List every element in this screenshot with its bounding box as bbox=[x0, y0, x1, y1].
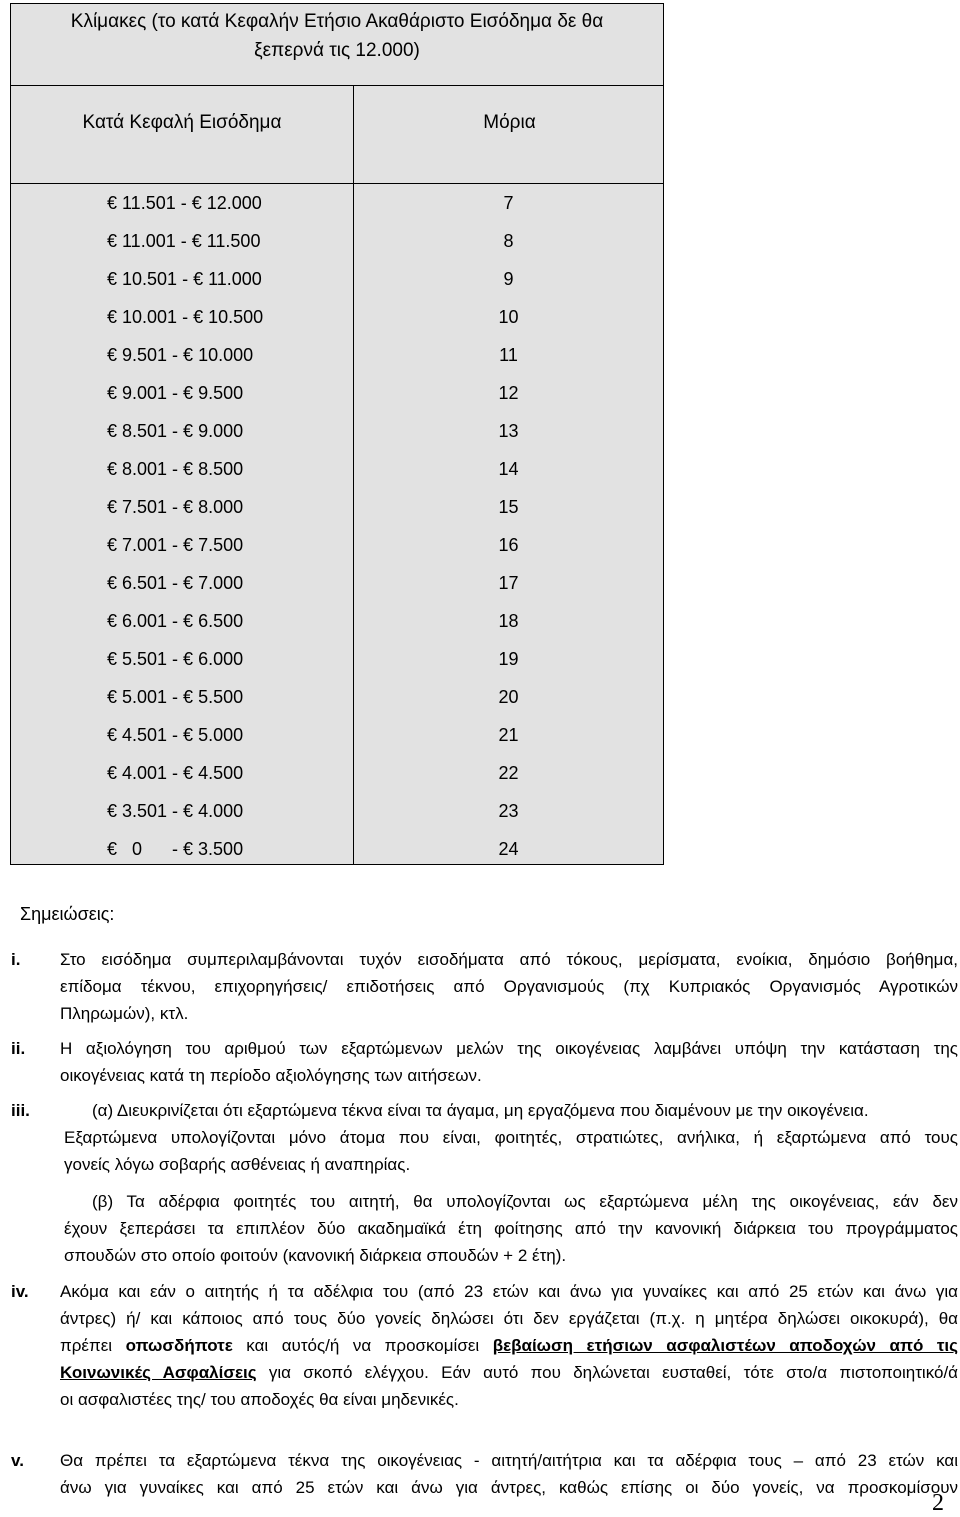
income-scale-table bbox=[10, 3, 664, 865]
note-4-text-part: για σκοπό ελέγχου. Εάν αυτό που δηλώνεται ευσταθεί, τότε στο/α πιστοποιητικό/ά bbox=[256, 1363, 958, 1382]
note-1-line: επίδομα τέκνου, επιχορηγήσεις/ επιδοτήσεις από Οργανισμούς (πχ Κυπριακός Οργανισμός Αγροτικών bbox=[60, 977, 958, 996]
note-3b-line: έχουν ξεπεράσει τα επιπλέον δύο ακαδημαϊκά έτη φοίτησης από την κανονική διάρκεια του προγράμματος bbox=[64, 1219, 958, 1238]
table-row bbox=[11, 526, 663, 564]
table-row bbox=[11, 716, 663, 754]
note-1-line: Πληρωμών), κτλ. bbox=[60, 1004, 189, 1023]
points-value: 12 bbox=[498, 383, 519, 403]
column-header-points: Μόρια bbox=[483, 112, 536, 133]
note-4-line: οι ασφαλιστέες της/ του αποδοχές θα είναι μηδενικές. bbox=[60, 1390, 459, 1409]
note-4-line bbox=[60, 1359, 958, 1386]
note-4-number: iv. bbox=[11, 1282, 29, 1301]
income-range: € 5.501 - € 6.000 bbox=[107, 649, 244, 669]
points-value: 23 bbox=[498, 801, 519, 821]
page-number: 2 bbox=[932, 1490, 944, 1516]
note-1-number: i. bbox=[11, 950, 21, 969]
table-header bbox=[11, 86, 663, 184]
table-row bbox=[11, 678, 663, 716]
table-row bbox=[11, 564, 663, 602]
note-3b-line: σπουδών στο οποίο φοιτούν (κανονική διάρκεια σπουδών + 2 έτη). bbox=[64, 1246, 567, 1265]
income-range: € 8.501 - € 9.000 bbox=[107, 421, 244, 441]
points-value: 11 bbox=[499, 345, 518, 365]
income-range: € 11.001 - € 11.500 bbox=[107, 231, 261, 251]
points-value: 22 bbox=[498, 763, 519, 783]
notes-heading: Σημειώσεις: bbox=[20, 904, 115, 924]
note-4-text-part: πρέπει bbox=[60, 1336, 126, 1355]
note-2-number: ii. bbox=[11, 1039, 26, 1058]
table-row bbox=[11, 754, 663, 792]
table-body bbox=[11, 184, 663, 864]
table-row bbox=[11, 412, 663, 450]
income-range: € 3.501 - € 4.000 bbox=[107, 801, 244, 821]
note-1-text bbox=[60, 946, 958, 1027]
income-range: € 6.501 - € 7.000 bbox=[107, 573, 244, 593]
note-4-emphasis-social-insurance: Κοινωνικές Ασφαλίσεις bbox=[60, 1363, 257, 1382]
points-value: 18 bbox=[498, 611, 519, 631]
note-2-text bbox=[60, 1035, 958, 1089]
income-range: € 0 - € 3.500 bbox=[107, 839, 244, 859]
note-2-line: οικογένειας κατά τη περίοδο αξιολόγησης των αιτήσεων. bbox=[60, 1066, 482, 1085]
income-range: € 8.001 - € 8.500 bbox=[107, 459, 244, 479]
table-row bbox=[11, 640, 663, 678]
table-row bbox=[11, 222, 663, 260]
income-range: € 4.501 - € 5.000 bbox=[107, 725, 244, 745]
note-3a-line: Εξαρτώμενα υπολογίζονται μόνο άτομα που είναι, φοιτητές, στρατιώτες, ανήλικα, ή εξαρτώμενα από τους bbox=[64, 1128, 958, 1147]
table-row bbox=[11, 260, 663, 298]
table-row bbox=[11, 450, 663, 488]
note-3-number: iii. bbox=[11, 1101, 30, 1120]
note-1-line: Στο εισόδημα συμπεριλαμβάνονται τυχόν εισοδήματα από τόκους, μερίσματα, ενοίκια, δημόσιο βοήθημα, bbox=[60, 950, 958, 969]
points-value: 8 bbox=[503, 231, 514, 251]
income-range: € 9.001 - € 9.500 bbox=[107, 383, 244, 403]
table-row bbox=[11, 298, 663, 336]
table-row bbox=[11, 184, 663, 222]
note-5-number: v. bbox=[11, 1451, 24, 1470]
table-title-line2: ξεπερνά τις 12.000) bbox=[254, 40, 420, 61]
income-range: € 10.501 - € 11.000 bbox=[107, 269, 262, 289]
points-value: 7 bbox=[503, 193, 514, 213]
table-row bbox=[11, 374, 663, 412]
note-4-line: Ακόμα και εάν ο αιτητής ή τα αδέλφια του (από 23 ετών και άνω για γυναίκες και από 25 ετών και άνω για bbox=[60, 1282, 958, 1301]
column-header-income: Κατά Κεφαλή Εισόδημα bbox=[11, 86, 354, 183]
table-row bbox=[11, 488, 663, 526]
table-row bbox=[11, 830, 663, 868]
note-4-emphasis-mandatory: οπωσδήποτε bbox=[125, 1336, 233, 1355]
note-3a-line: γονείς λόγω σοβαρής ασθένειας ή αναπηρίας. bbox=[64, 1155, 411, 1174]
note-3b-text bbox=[64, 1188, 958, 1269]
points-value: 24 bbox=[498, 839, 519, 859]
note-4-text bbox=[60, 1278, 958, 1413]
points-value: 20 bbox=[498, 687, 519, 707]
note-5-line: άνω για γυναίκες και από 25 ετών και άνω για άντρες, καθώς επίσης οι δύο γονείς, να προσκομίσουν bbox=[60, 1478, 958, 1497]
note-4-text-part: και αυτός/ή να προσκομίσει bbox=[232, 1336, 493, 1355]
points-value: 21 bbox=[498, 725, 519, 745]
note-3b-line: (β) Τα αδέρφια φοιτητές του αιτητή, θα υπολογίζονται ως εξαρτώμενα μέλη της οικογένειας, εάν δεν bbox=[92, 1192, 958, 1211]
note-5-text bbox=[60, 1447, 958, 1501]
points-value: 17 bbox=[498, 573, 519, 593]
note-4-line: άντρες) ή/ και κάποιος από τους δύο γονείς δηλώσει ότι δεν εργάζεται (π.χ. η μητέρα δηλώσει οικοκυρά), θα bbox=[60, 1309, 958, 1328]
note-3a-line: (α) Διευκρινίζεται ότι εξαρτώμενα τέκνα είναι τα άγαμα, μη εργαζόμενα που διαμένουν με την οικογένεια. bbox=[92, 1101, 869, 1120]
table-title bbox=[11, 4, 663, 86]
note-4-emphasis-certificate: βεβαίωση ετήσιων ασφαλιστέων αποδοχών από τις bbox=[492, 1336, 958, 1355]
note-2-line: Η αξιολόγηση του αριθμού των εξαρτώμενων μελών της οικογένειας λαμβάνει υπόψη την κατάσταση της bbox=[60, 1039, 958, 1058]
points-value: 19 bbox=[498, 649, 519, 669]
points-value: 13 bbox=[498, 421, 519, 441]
income-range: € 9.501 - € 10.000 bbox=[107, 345, 254, 365]
note-4-line bbox=[60, 1332, 958, 1359]
income-range: € 5.001 - € 5.500 bbox=[107, 687, 244, 707]
table-row bbox=[11, 336, 663, 374]
income-range: € 10.001 - € 10.500 bbox=[107, 307, 264, 327]
income-range: € 7.001 - € 7.500 bbox=[107, 535, 244, 555]
points-value: 10 bbox=[498, 307, 519, 327]
points-value: 15 bbox=[498, 497, 519, 517]
table-title-line1: Κλίμακες (το κατά Κεφαλήν Ετήσιο Ακαθάριστο Εισόδημα δε θα bbox=[70, 11, 604, 32]
income-range: € 11.501 - € 12.000 bbox=[107, 193, 262, 213]
points-value: 14 bbox=[498, 459, 519, 479]
income-range: € 4.001 - € 4.500 bbox=[107, 763, 244, 783]
points-value: 16 bbox=[498, 535, 519, 555]
note-3-text bbox=[64, 1097, 958, 1178]
table-row bbox=[11, 602, 663, 640]
points-value: 9 bbox=[503, 269, 514, 289]
income-range: € 7.501 - € 8.000 bbox=[107, 497, 244, 517]
table-row bbox=[11, 792, 663, 830]
note-5-line: Θα πρέπει τα εξαρτώμενα τέκνα της οικογένειας - αιτητή/αιτήτρια και τα αδέρφια τους – από 23 ετών και bbox=[60, 1451, 958, 1470]
income-range: € 6.001 - € 6.500 bbox=[107, 611, 244, 631]
